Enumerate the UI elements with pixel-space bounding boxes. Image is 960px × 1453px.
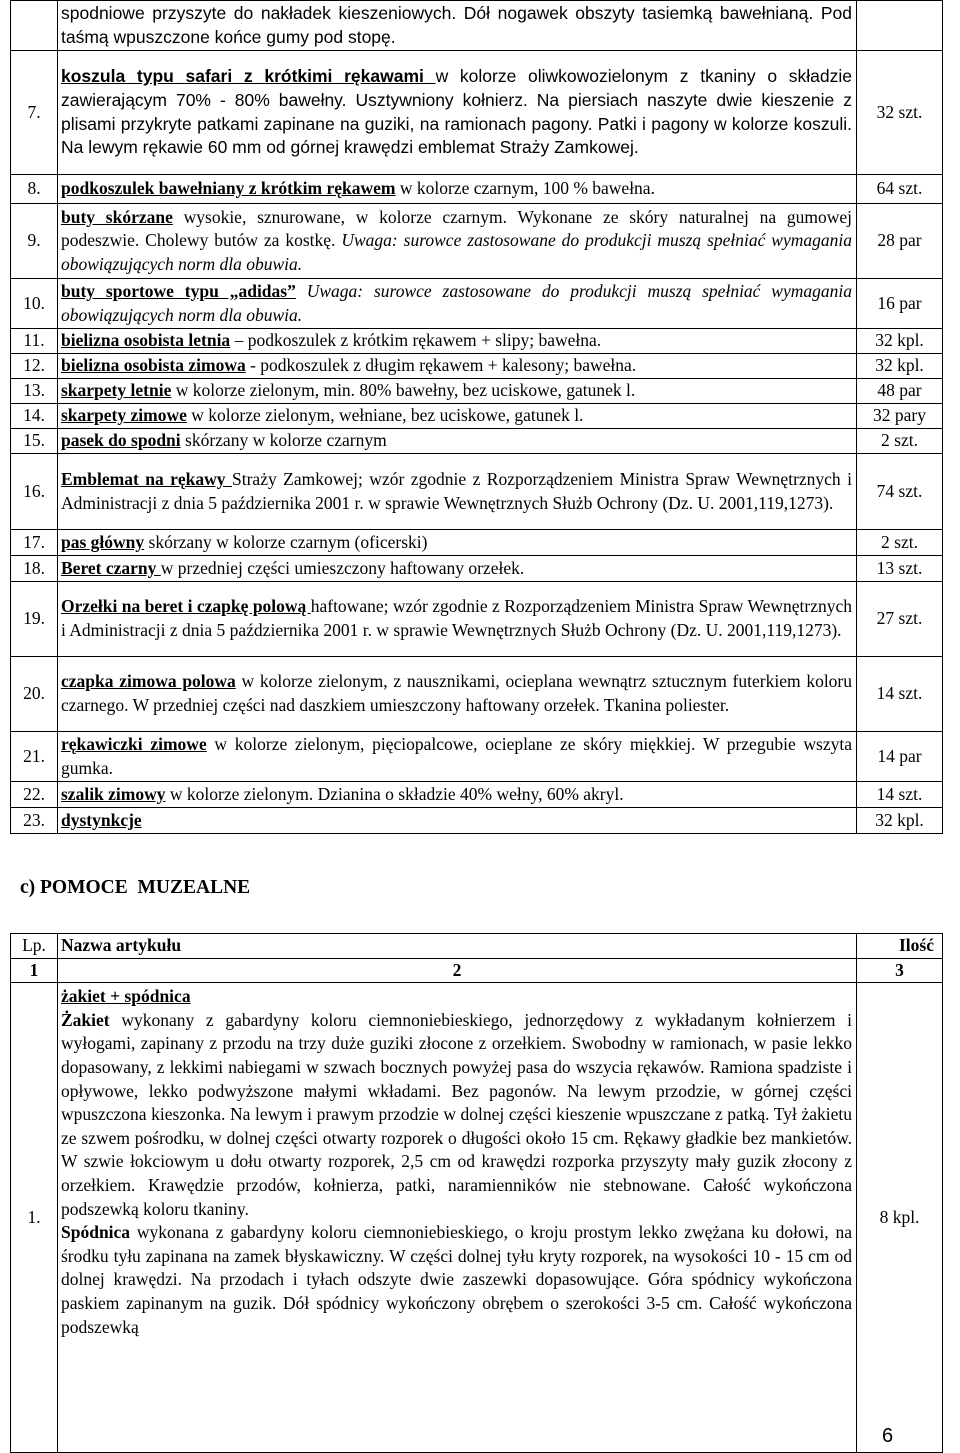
item-name: bielizna osobista zimowa	[61, 355, 246, 376]
item-text: – podkoszulek z krótkim rękawem + slipy; bawełna.	[230, 330, 602, 351]
lp-cell: 15.	[11, 429, 58, 454]
colnum-2: 2	[58, 958, 857, 983]
table-row	[11, 379, 943, 404]
table-row	[11, 279, 943, 329]
qty-cell: 27 szt.	[857, 582, 943, 657]
description-cell	[58, 1, 857, 51]
item-text: w przedniej części umieszczony haftowany orzełek.	[160, 557, 525, 578]
item-title: żakiet + spódnica	[61, 986, 191, 1007]
description-cell	[58, 51, 857, 175]
colnum-1: 1	[11, 958, 58, 983]
table-row	[11, 454, 943, 530]
description-cell	[58, 379, 857, 404]
table-row	[11, 1, 943, 51]
spodnica-text: wykonana z gabardyny koloru ciemnoniebieskiego, o kroju prostym lekko zwężana ku dołowi, na środku tyłu zapinana na zamek błyskawiczny. W części dolnej tyłu kryty rozporek, na wysokości 10 - 15 cm od dolnej krawędzi. Na przodach i tyłach odszyte dwie zaszewki dopasowujące. Góra spódnicy wykończona paskiem zapinanym na guzik. Dół spódnicy wykończony obrębem o szerokości 3-5 cm. Całość wykończona podszewką	[61, 1222, 852, 1337]
table-row	[11, 175, 943, 204]
item-name: szalik zimowy	[61, 783, 166, 804]
description-cell	[58, 582, 857, 657]
table-row	[11, 808, 943, 834]
item-name: pas główny	[61, 531, 145, 552]
item-name: rękawiczki zimowe	[61, 733, 207, 754]
description-cell	[58, 782, 857, 808]
header-name: Nazwa artykułu	[58, 934, 857, 959]
item-text: w kolorze zielonym, wełniane, bez uciskowe, gatunek l.	[186, 405, 584, 426]
table-row	[11, 530, 943, 556]
qty-cell	[857, 1, 943, 51]
item-name: koszula typu safari z krótkimi rękawami	[61, 66, 436, 87]
description-cell	[58, 983, 857, 1453]
lp-cell: 17.	[11, 530, 58, 556]
item-text: w kolorze zielonym, pięciopalcowe, ocieplane ze skóry miękkiej. W przegubie wszyta gumka.	[61, 733, 852, 778]
column-numbers-row	[11, 958, 943, 983]
lp-cell: 23.	[11, 808, 58, 834]
lp-cell: 7.	[11, 51, 58, 175]
item-text: w kolorze zielonym, min. 80% bawełny, bez uciskowe, gatunek l.	[171, 380, 636, 401]
lp-cell: 14.	[11, 404, 58, 429]
item-text: Straży Zamkowej; wzór zgodnie z Rozporządzeniem Ministra Spraw Wewnętrznych i Administracji z dnia 5 października 2001 r. w sprawie Wewnętrznych Służb Ochrony (Dz. U. 2001,119,1273).	[61, 468, 852, 513]
item-text: w kolorze zielonym, z nausznikami, ocieplana wewnątrz sztucznym futerkiem koloru czarnego. W przedniej części nad daszkiem umieszczony haftowany orzełek. Tkanina poliester.	[61, 671, 853, 715]
qty-cell: 32 kpl.	[857, 329, 943, 354]
lp-cell: 13.	[11, 379, 58, 404]
lp-cell: 11.	[11, 329, 58, 354]
qty-cell: 48 par	[857, 379, 943, 404]
lp-cell: 18.	[11, 556, 58, 582]
table-row	[11, 732, 943, 782]
qty-cell: 14 szt.	[857, 657, 943, 732]
item-note: Uwaga: surowce zastosowane do produkcji muszą spełniać wymagania obowiązujących norm dla obuwia.	[61, 230, 852, 274]
item-name: skarpety zimowe	[61, 405, 187, 426]
qty-cell: 14 szt.	[857, 782, 943, 808]
lp-cell	[11, 1, 58, 51]
item-note: Uwaga: surowce zastosowane do produkcji muszą spełniać wymagania obowiązujących norm dla obuwia.	[61, 280, 852, 325]
description-cell	[58, 175, 857, 204]
item-name: Emblemat na rękawy	[61, 468, 232, 489]
qty-cell: 28 par	[857, 204, 943, 279]
qty-cell: 32 kpl.	[857, 354, 943, 379]
description-cell	[58, 404, 857, 429]
description-cell	[58, 454, 857, 530]
description-cell	[58, 279, 857, 329]
description-cell	[58, 808, 857, 834]
item-name: Beret czarny	[61, 557, 161, 578]
item-name: pasek do spodni	[61, 430, 181, 451]
zakiet-label: Żakiet	[61, 1009, 110, 1030]
description-cell	[58, 657, 857, 732]
description-cell	[58, 556, 857, 582]
lp-cell: 12.	[11, 354, 58, 379]
item-name: buty sportowe typu „adidas”	[61, 280, 296, 301]
qty-cell: 64 szt.	[857, 175, 943, 204]
item-text	[296, 281, 307, 301]
item-text: w kolorze zielonym. Dzianina o składzie 40% wełny, 60% akryl.	[165, 783, 624, 804]
item-text: skórzany w kolorze czarnym (oficerski)	[144, 531, 428, 552]
table-row	[11, 404, 943, 429]
description-cell	[58, 530, 857, 556]
qty-cell: 13 szt.	[857, 556, 943, 582]
qty-cell: 32 szt.	[857, 51, 943, 175]
qty-cell: 2 szt.	[857, 429, 943, 454]
qty-cell: 16 par	[857, 279, 943, 329]
spodnica-label: Spódnica	[61, 1222, 131, 1243]
item-name: czapka zimowa polowa	[61, 671, 236, 692]
table-row	[11, 983, 943, 1453]
description-cell	[58, 429, 857, 454]
page-number: 6	[882, 1425, 894, 1447]
item-name: podkoszulek bawełniany z krótkim rękawem	[61, 178, 396, 199]
lp-cell: 19.	[11, 582, 58, 657]
item-text: wysokie, sznurowane, w kolorze czarnym. Wykonane ze skóry naturalnej na gumowej podeszwie. Cholewy butów za kostkę.	[61, 206, 852, 251]
lp-cell: 1.	[11, 983, 58, 1453]
lp-cell: 16.	[11, 454, 58, 530]
item-name: buty skórzane	[61, 206, 173, 227]
table-row	[11, 429, 943, 454]
table-row	[11, 51, 943, 175]
description-cell	[58, 329, 857, 354]
table-row	[11, 657, 943, 732]
qty-cell: 74 szt.	[857, 454, 943, 530]
qty-cell: 32 kpl.	[857, 808, 943, 834]
item-text: w kolorze oliwkowozielonym z tkaniny o składzie zawierającym 70% - 80% bawełny. Usztywniony kołnierz. Na piersiach naszyte dwie kieszenie z plisami przykryte patkami zapinane na guziki, na ramionach pagony. Patki i pagony w kolorze koszuli. Na lewym rękawie 60 mm od górnej krawędzi emblemat Straży Zamkowej.	[61, 66, 853, 158]
lp-cell: 20.	[11, 657, 58, 732]
section-title: c) POMOCE MUZEALNE	[20, 877, 251, 898]
lp-cell: 22.	[11, 782, 58, 808]
description-cell	[58, 354, 857, 379]
qty-cell: 14 par	[857, 732, 943, 782]
item-name: skarpety letnie	[61, 380, 172, 401]
lp-cell: 8.	[11, 175, 58, 204]
item-text: - podkoszulek z długim rękawem + kalesony; bawełna.	[245, 355, 637, 376]
item-name: dystynkcje	[61, 809, 142, 830]
lp-cell: 21.	[11, 732, 58, 782]
museum-aids-table	[10, 933, 943, 1453]
header-row	[11, 934, 943, 959]
table-row	[11, 782, 943, 808]
header-lp: Lp.	[11, 934, 58, 959]
item-name: Orzełki na beret i czapkę polową	[61, 596, 311, 617]
description-cell	[58, 732, 857, 782]
item-text: haftowane; wzór zgodnie z Rozporządzeniem Ministra Spraw Wewnętrznych i Administracji z dnia 5 października 2001 r. w sprawie Wewnętrznych Służb Ochrony (Dz. U. 2001,119,1273).	[61, 596, 853, 640]
continued-text: spodniowe przyszyte do nakładek kieszeniowych. Dół nogawek obszyty tasiemką bawełnianą. Pod taśmą wpuszczone końce gumy pod stopę.	[61, 2, 852, 47]
lp-cell: 9.	[11, 204, 58, 279]
table-row	[11, 582, 943, 657]
colnum-3: 3	[857, 958, 943, 983]
items-table	[10, 0, 943, 834]
header-qty: Ilość	[857, 934, 943, 959]
zakiet-text: wykonany z gabardyny koloru ciemnoniebieskiego, jednorzędowy z wykładanym kołnierzem i wyłogami, zapinany z przodu na trzy duże guziki złocone z orzełkiem. Swobodny w ramionach, w pasie lekko dopasowany, z lekkimi nabiegami w szwach bocznych powyżej pasa do wszycia rękawów. Ramiona spadziste i opływowe, lekko podwyższone małymi wkładami. Bez pagonów. Na lewym przodzie, w górnej części wpuszczona kieszonka. Na lewym i prawym przodzie w dolnej części kieszenie wpuszczane z patką. Tył żakietu ze szwem pośrodku, w dolnej części otwarty rozporek o długości około 15 cm. Rękawy gładkie bez mankietów. W szwie łokciowym u dołu otwarty rozporek, 2,5 cm od krawędzi rozporka przyszyty mały guzik złocony z orzełkiem. Krawędzie przodów, kołnierza, patki, naramienników nie stebnowane. Całość wykończona podszewką koloru tkaniny.	[61, 1009, 852, 1219]
item-name: bielizna osobista letnia	[61, 330, 231, 351]
qty-cell: 32 pary	[857, 404, 943, 429]
table-row	[11, 204, 943, 279]
table-row	[11, 556, 943, 582]
table-row	[11, 354, 943, 379]
item-text: w kolorze czarnym, 100 % bawełna.	[395, 178, 655, 199]
description-cell	[58, 204, 857, 279]
qty-cell: 8 kpl.	[857, 983, 943, 1453]
lp-cell: 10.	[11, 279, 58, 329]
qty-cell: 2 szt.	[857, 530, 943, 556]
table-row	[11, 329, 943, 354]
item-text: skórzany w kolorze czarnym	[180, 430, 387, 451]
